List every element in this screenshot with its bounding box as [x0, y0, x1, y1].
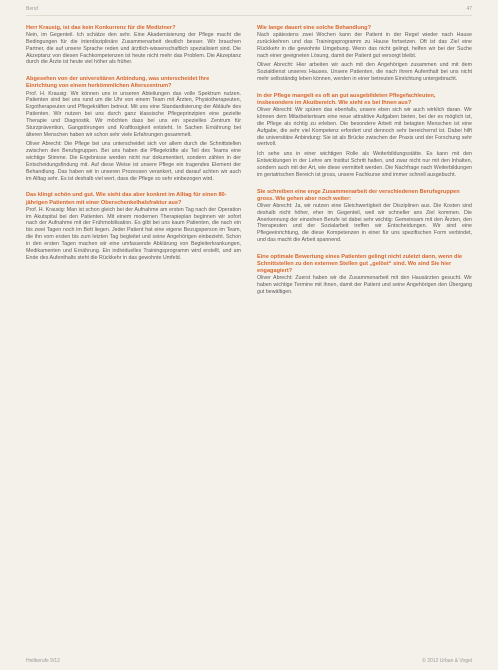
paragraph-gap — [26, 185, 241, 192]
interview-answer: Prof. H. Krausig: Man ist schon gleich bei der Aufnahme am ersten Tag nach der Operation im Akutspital bei den Patienten. Mit einem modernen Therapieplan beginnen wir sofort nach der Aufnahme mit der Frühmobilisation. Es gibt bei uns kaum Patienten, die nach ein bis zwei Tagen noch im Bett liegen. Jeder Patient hat eine eigene Bezugsperson im Team, die ihn vom ersten bis zum letzten Tag begleitet und seine Angehörigen einbezieht. Schon in den ersten Tagen machen wir eine umfassende Abklärung von Begleiterkrankungen, Medikamenten und Ernährung. Ein individuelles Trainingsprogramm wird erstellt, und am Ende des Aufenthalts steht die Rückkehr in das gewohnte Umfeld. — [26, 206, 241, 261]
paragraph-gap — [257, 247, 472, 254]
interview-answer: Oliver Abrecht: Wir spüren das ebenfalls, unsere eben sich wir auch wirklich daran. Wir können dem Mitarbeiterteam eine neue attraktive Aufgaben bieten, bei der es möglich ist, die Pflege als richtig zu erleben. Die besondere Arbeit mit betagten Menschen ist eine Aufgabe, die sehr viel Kompetenz erfordert und dennoch sehr bereichernd ist. Dabei hilft die universitäre Anbindung: Sie ist als Brücke zwischen der Praxis und der Forschung sehr wertvoll. — [257, 107, 472, 148]
page-number: 47 — [466, 6, 472, 12]
footer-issue: Heilberufe 9/12 — [26, 658, 60, 664]
interview-question: Wie lange dauert eine solche Behandlung? — [257, 25, 372, 31]
interview-question: Sie schreiben eine enge Zusammenarbeit der verschiedenen Berufsgruppen gross. Wie gehen aber noch weiter: — [257, 188, 460, 202]
interview-answer: Oliver Abrecht: Die Pflege bei uns unterscheidet sich vor allem durch die Schnittstellen zwischen den Berufsgruppen. Bei uns haben die Pflegekräfte als Teil des Teams eine wichtige Stimme. Die Ergebnisse werden nicht nur dokumentiert, sondern zählen in der Entscheidungsfindung mit. Auf diese Weise ist unsere Pflege ein tragendes Element der Behandlung. Das haben wir in unseren Prozessen verankert, und darauf achten wir auch im Alltag sehr. Es ist deshalb viel wert, dass die Pflege so sehr einbezogen wird. — [26, 141, 241, 182]
page-footer — [26, 658, 472, 664]
interview-question: In der Pflege mangelt es oft an gut ausgebildeten Pflegefachleuten, insbesondere im Akutbereich. Wie sieht es bei Ihnen aus? — [257, 93, 436, 107]
interview-question: Eine optimale Bewertung eines Patienten gelingt nicht zuletzt dann, wenn die Schnittstellen zu den externen Stellen gut „gelöst“ sind. Wo sind Sie hier engagagiert? — [257, 253, 463, 275]
right-column — [257, 25, 472, 299]
interview-question: Abgesehen von der universitären Anbindung, was unterscheidet Ihre Einrichtung von einem herkömmlichen Alterszentrum? — [26, 76, 210, 90]
running-head — [26, 6, 472, 16]
left-column — [26, 25, 241, 299]
interview-answer: Nein, im Gegenteil. Ich schätze den sehr. Eine Akademisierung der Pflege macht die Bedingungen für die interdisziplinäre Zusammenarbeit deutlich besser. Wir brauchen Partner, die auf unsere Sprache reden und ärztlich-wissenschaftlich spezialisiert sind. Die Akzeptanz von diesen Fachkompetenzen ist heute nicht mehr das Problem. Die Akzeptanz durch die Ärzte ist heute viel höher als früher. — [26, 32, 241, 66]
paragraph-gap — [257, 86, 472, 93]
paragraph-gap — [26, 69, 241, 76]
interview-answer: Nach spätestens zwei Wochen kann der Patient in der Regel wieder nach Hause zurückkehren und das Trainingsprogramm zu Hause fortsetzen. Oft ist das Ziel eine Rückkehr in die gewohnte Umgebung. Wenn das nicht gelingt, helfen wir bei der Suche nach einer geeigneten Lösung, damit der Patient gut versorgt bleibt. — [257, 32, 472, 59]
article-body — [26, 25, 472, 299]
interview-answer: Prof. H. Krausig: Wir können uns in unseren Abteilungen das volle Spektrum nutzen. Patienten sind bei uns rund um die Uhr von einem Team mit Ärzten, Physiotherapeuten, Ergotherapeuten und Pflegekräften betreut. Mit uns eine Standardisierung der Abläufe des Patienten. Wir nutzen bei uns durch ganz klassische Pflegeprinzipien eine gezielte Therapie und Diagnostik. Wir möchten dass bei uns ein spezielles Zentrum für Sturzprävention, Gangstörungen und Kraftlosigkeit entsteht. In Sachen Ernährung bei älteren Menschen haben wir schon sehr viele Erfahrungen gesammelt. — [26, 90, 241, 138]
interview-answer: Ich sehe uns in einer wichtigen Rolle als Weiterbildungsstätte. Es kann mit den Entwicklungen in der Lehre am Institut Schritt halten, und zwar nicht nur mit den Inhalten, sondern auch mit der Art, wie diese vermittelt werden. Die Nachfrage nach Weiterbildungen im geriatrischen Bereich ist gross, unsere Fachkurse sind immer schnell ausgebucht. — [257, 151, 472, 178]
paragraph-gap — [257, 182, 472, 189]
interview-answer: Oliver Abrecht: Ja, wir nutzen eine Gleichwertigkeit der Disziplinen aus. Die Kosten sind deshalb nicht höher, eher im Gegenteil, weil wir schneller ans Ziel kommen. Die Anerkennung der einzelnen Berufe ist dabei sehr wichtig: Gemeinsam mit den Ärzten, den Therapeuten und der Sozialarbeit treffen wir Entscheidungen. Wir sind eine Pflegeeinrichtung, die diese Kompetenzen in einer für uns spezifischen Form verbindet, und das macht die Arbeit spannend. — [257, 202, 472, 244]
interview-question: Das klingt schön und gut. Wie sieht das aber konkret im Alltag für einen 80-jährigen Patienten mit einer Oberschenkelhalsfraktur aus? — [26, 192, 227, 206]
interview-answer: Oliver Abrecht: Hier arbeiten wir auch mit den Angehörigen zusammen und mit dem Sozialdienst unseres Hauses. Unsere Patienten, die nach ihrem Aufenthalt bei uns nicht mehr selbständig leben können, werden in einer betreuten Einrichtung untergebracht. — [257, 62, 472, 83]
footer-copyright: © 2012 Urban & Vogel — [422, 658, 472, 664]
interview-question: Herr Krausig, ist das kein Konkurrenz für die Mediziner? — [26, 25, 176, 31]
interview-answer: Oliver Abrecht: Zuerst haben wir die Zusammenarbeit mit den Hausärzten gesucht. Wir haben wichtige Termine mit ihnen, damit der Patient und seine Angehörigen den Übergang gut bewältigen. — [257, 275, 472, 295]
section-label: Beruf — [26, 6, 38, 12]
